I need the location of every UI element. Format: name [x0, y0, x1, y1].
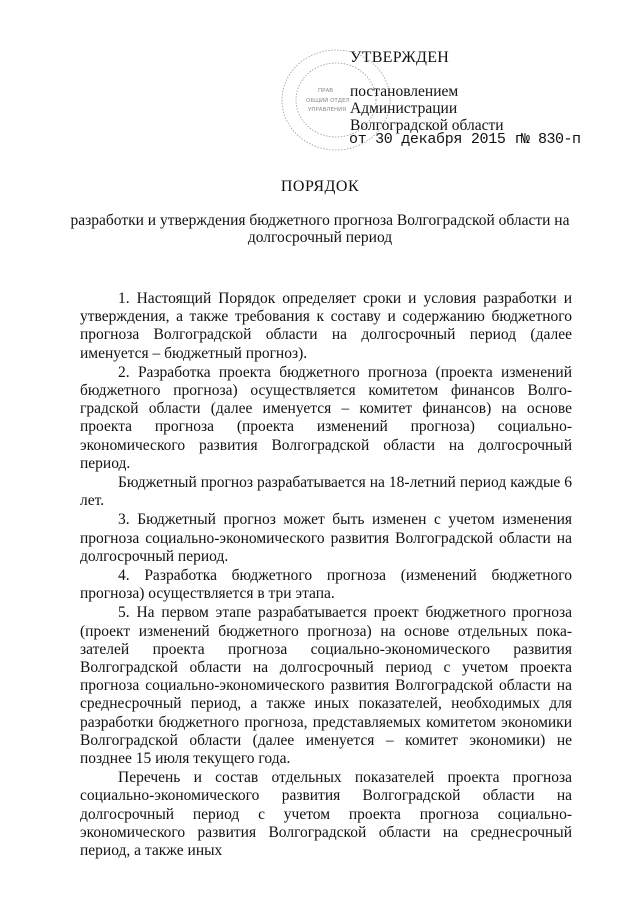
seal-text-top: ПРАВ	[318, 88, 333, 94]
document-subtitle: разработки и утверждения бюджетного прогноза Волгоградской области на долгосрочный период	[70, 212, 570, 246]
seal-text-mid1: ОБЩИЙ ОТДЕЛ	[306, 98, 350, 104]
paragraph-4: 4. Разработка бюджетного прогноза (изменений бюджетного прогноза) осуществляется в три этапа.	[80, 567, 572, 603]
paragraph-2-note: Бюджетный прогноз разрабатывается на 18-летний период каждые 6 лет.	[80, 474, 572, 510]
paragraph-5: 5. На первом этапе разрабатывается проект бюджетного прогноза (проект изменений бюджетного прогноза) на основе отдельных пока-зателей проекта прогноза социально-экономического развития Волгоградской области на долгосрочный период с учетом проекта прогноза социально-экономического развития Волгоградской области на среднесрочный период, а также иных показателей, необходимых для разработки бюджетного прогноза, представляемых комитетом экономики Волгоградской области (далее именуется – комитет экономики) не позднее 15 июля текущего года.	[80, 604, 572, 768]
approval-block	[350, 49, 504, 134]
approved-label: УТВЕРЖДЕН	[350, 49, 450, 66]
approval-line-decree: постановлением	[350, 83, 459, 100]
paragraph-1: 1. Настоящий Порядок определяет сроки и условия разработки и утверждения, а также требования к составу и содержанию бюджетного прогноза Волгоградской области на долгосрочный период (далее именуется – бюджетный прогноз).	[80, 290, 572, 362]
approval-date: от 30 декабря 2015 г.	[349, 131, 532, 148]
document-title: ПОРЯДОК	[280, 178, 360, 195]
document-body	[80, 290, 572, 861]
paragraph-3: 3. Бюджетный прогноз может быть изменен с учетом изменения прогноза социально-экономического развития Волгоградской области на долгосрочный период.	[80, 511, 572, 565]
seal-text-mid2: УПРАВЛЕНИЯ	[308, 107, 347, 113]
paragraph-5-list: Перечень и состав отдельных показателей проекта прогноза социально-экономического развития Волгоградской области на долгосрочный период с учетом проекта прогноза социально-экономического развития Волгоградской области на среднесрочный период, а также иных	[80, 769, 572, 860]
approval-number: № 830-п	[521, 131, 581, 148]
approval-line-region: Волгоградской области	[350, 117, 504, 134]
paragraph-2: 2. Разработка проекта бюджетного прогноза (проекта изменений бюджетного прогноза) осуществляется комитетом финансов Волго-градской области (далее именуется – комитет финансов) на основе проекта прогноза (проекта изменений прогноза) социально-экономического развития Волгоградской области на долгосрочный период.	[80, 363, 572, 472]
approval-line-administration: Администрации	[350, 100, 458, 117]
